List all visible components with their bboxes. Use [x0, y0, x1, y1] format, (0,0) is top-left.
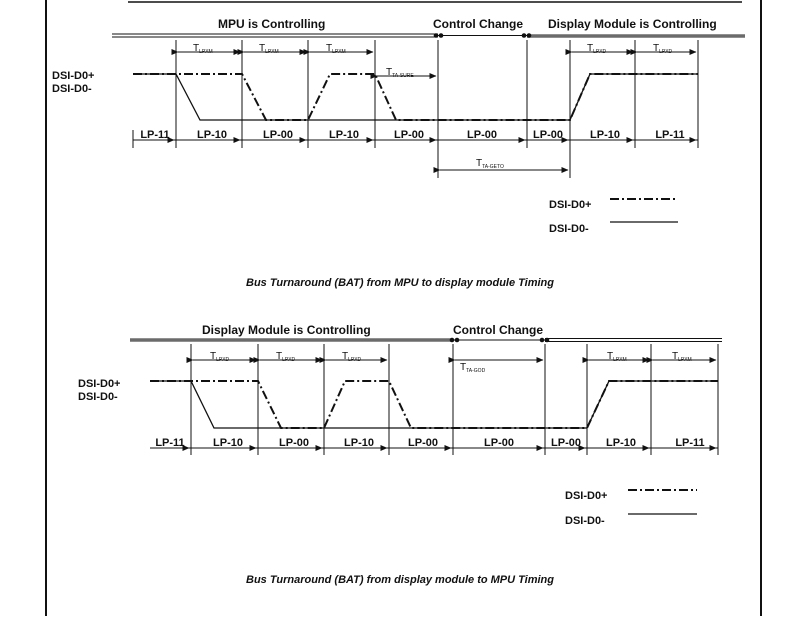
bottom-header-display: Display Module is Controlling [202, 323, 371, 337]
top-bar-dot [527, 33, 532, 38]
bottom-legend-minus-label: DSI-D0- [565, 515, 605, 527]
top-timing-label: TLPXD [587, 43, 607, 55]
top-header-mpu: MPU is Controlling [218, 17, 326, 31]
top-lp-state: LP-11 [655, 129, 685, 141]
top-lp-state: LP-00 [533, 129, 563, 141]
top-timing-label: TTA-SURE [386, 67, 414, 79]
bottom-lp-state: LP-00 [484, 437, 514, 449]
top-header-display: Display Module is Controlling [548, 17, 717, 31]
bottom-bar-dot [455, 338, 460, 343]
bottom-lp-state: LP-10 [606, 437, 636, 449]
top-legend-minus-label: DSI-D0- [549, 223, 589, 235]
bottom-timing-label: TLPXM [607, 351, 627, 363]
top-timing-label: TLPXM [193, 43, 213, 55]
top-signal-label-plus: DSI-D0+ [52, 70, 95, 82]
top-bar-dot [522, 33, 527, 38]
top-bar-dot [434, 33, 439, 38]
bottom-lp-state: LP-10 [213, 437, 243, 449]
bottom-bar-dot [540, 338, 545, 343]
top-signal-label-minus: DSI-D0- [52, 83, 92, 95]
top-lp-state: LP-00 [467, 129, 497, 141]
bottom-lp-state: LP-11 [155, 437, 185, 449]
top-header-control-change: Control Change [433, 17, 523, 31]
bottom-lp-state: LP-11 [675, 437, 705, 449]
bottom-lp-state: LP-00 [551, 437, 581, 449]
bottom-bar-dot [450, 338, 455, 343]
top-waveform-d0-minus [133, 74, 698, 120]
bottom-caption: Bus Turnaround (BAT) from display module to MPU Timing [246, 574, 554, 586]
top-timing-label: TLPXD [653, 43, 673, 55]
bottom-waveform-d0-plus [150, 381, 718, 428]
top-lp-state: LP-00 [263, 129, 293, 141]
bottom-signal-label-plus: DSI-D0+ [78, 378, 121, 390]
top-lp-state: LP-10 [329, 129, 359, 141]
top-legend-plus-label: DSI-D0+ [549, 199, 592, 211]
top-lp-state: LP-10 [197, 129, 227, 141]
top-timing-label: TLPXM [259, 43, 279, 55]
top-diagram [52, 17, 745, 289]
bottom-lp-state: LP-00 [408, 437, 438, 449]
top-lp-state: LP-10 [590, 129, 620, 141]
bottom-timing-label: TTA-GOD [460, 362, 486, 374]
bottom-diagram [78, 323, 722, 586]
bottom-timing-label: TLPXD [276, 351, 296, 363]
top-waveform-d0-plus [133, 74, 698, 120]
bottom-timing-label: TLPXD [342, 351, 362, 363]
top-bar-dot [439, 33, 444, 38]
bottom-lp-state: LP-00 [279, 437, 309, 449]
bottom-header-control-change: Control Change [453, 323, 543, 337]
bottom-timing-label: TLPXD [210, 351, 230, 363]
bottom-legend-plus-label: DSI-D0+ [565, 490, 608, 502]
bottom-signal-label-minus: DSI-D0- [78, 391, 118, 403]
bottom-timing-label: TLPXM [672, 351, 692, 363]
top-timing-label: TTA-GETO [476, 158, 504, 170]
top-timing-label: TLPXM [326, 43, 346, 55]
top-caption: Bus Turnaround (BAT) from MPU to display module Timing [246, 277, 554, 289]
bottom-waveform-d0-minus [150, 381, 718, 428]
top-lp-state: LP-00 [394, 129, 424, 141]
bottom-lp-state: LP-10 [344, 437, 374, 449]
bottom-bar-dot [545, 338, 550, 343]
top-lp-state: LP-11 [140, 129, 170, 141]
